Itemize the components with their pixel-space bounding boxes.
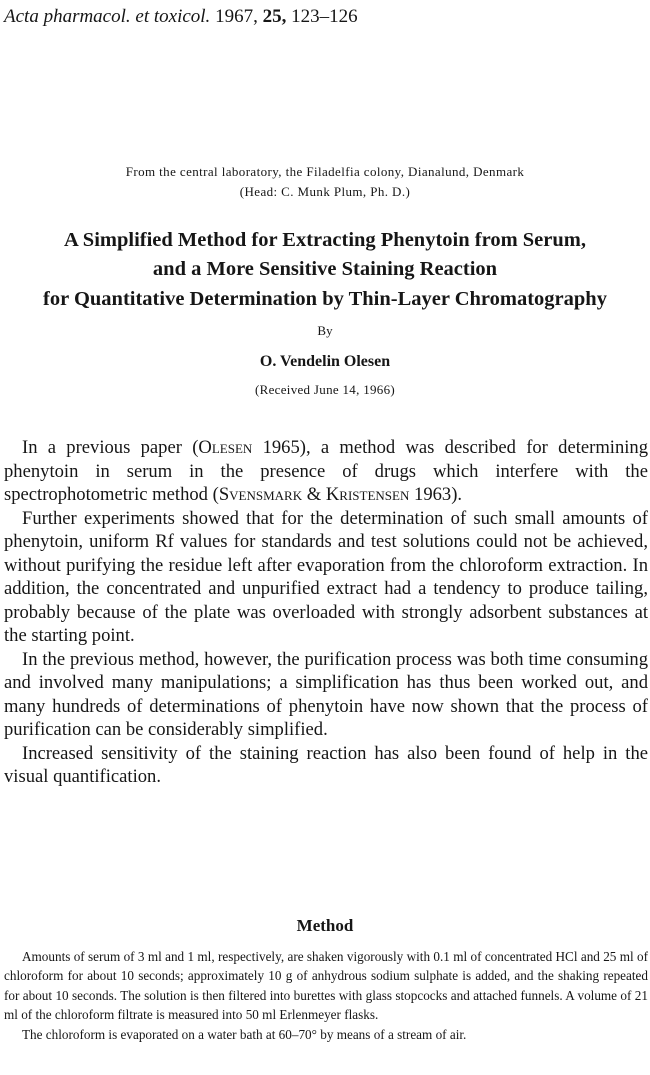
- method-paragraph-2: The chloroform is evaporated on a water bath at 60–70° by means of a stream of air.: [22, 1026, 467, 1042]
- title-line-1: A Simplified Method for Extracting Phenytoin from Serum,: [64, 229, 586, 251]
- byline: By: [317, 323, 333, 338]
- affiliation-line-2: (Head: C. Munk Plum, Ph. D.): [239, 184, 411, 199]
- journal-volume: 25,: [262, 6, 287, 27]
- journal-pages: 123–126: [291, 6, 358, 27]
- journal-reference: [4, 6, 358, 28]
- method-text: [4, 947, 648, 1044]
- method-paragraph-1: Amounts of serum of 3 ml and 1 ml, respectively, are shaken vigorously with 0.1 ml of concentrated HCl and 25 ml of chloroform for about 10 seconds; approximately 10 g of anhydrous sodium sulphate is added, and the shaking repeated for about 10 seconds. The solution is then filtered into burettes with glass stopcocks and attached funnels. A volume of 21 ml of the chloroform filtrate is measured into 50 ml Erlenmeyer flasks.: [4, 949, 648, 1023]
- title-line-3: for Quantitative Determination by Thin-Layer Chromatography: [43, 288, 607, 310]
- journal-year: 1967,: [215, 6, 258, 27]
- received-date: (Received June 14, 1966): [254, 382, 396, 397]
- citation-svensmark: Svensmark: [218, 484, 303, 505]
- introduction-text: [4, 436, 648, 789]
- citation-kristensen: Kristensen: [325, 484, 410, 505]
- citation-olesen: Olesen: [198, 437, 253, 458]
- method-heading: Method: [296, 916, 354, 935]
- intro-paragraph-2: Further experiments showed that for the determination of such small amounts of phenytoin, uniform Rf values for standards and test solutions could not be achieved, without purifying the residue left after evaporation from the chloroform extraction. In addition, the concentrated and unpurified extract had a tendency to produce tailing, probably because of the plate was overloaded with strongly adsorbent substances at the starting point.: [4, 507, 648, 646]
- intro-paragraph-1: In a previous paper (Olesen 1965), a method was described for determining phenytoin in serum in the presence of drugs which interfere with the spectrophotometric method (Svensmark & Kristensen 1963).: [4, 437, 649, 505]
- journal-name: Acta pharmacol. et toxicol.: [4, 6, 211, 27]
- affiliation-line-1: From the central laboratory, the Filadelfia colony, Dianalund, Denmark: [125, 164, 525, 179]
- author-name: O. Vendelin Olesen: [259, 353, 391, 370]
- intro-paragraph-4: Increased sensitivity of the staining reaction has also been found of help in the visual quantification.: [4, 742, 648, 787]
- intro-paragraph-3: In the previous method, however, the purification process was both time consuming and involved many manipulations; a simplification has thus been worked out, and many hundreds of determinations of phenytoin have now shown that the process of purification can be considerably simplified.: [4, 648, 648, 740]
- title-line-2: and a More Sensitive Staining Reaction: [152, 258, 498, 280]
